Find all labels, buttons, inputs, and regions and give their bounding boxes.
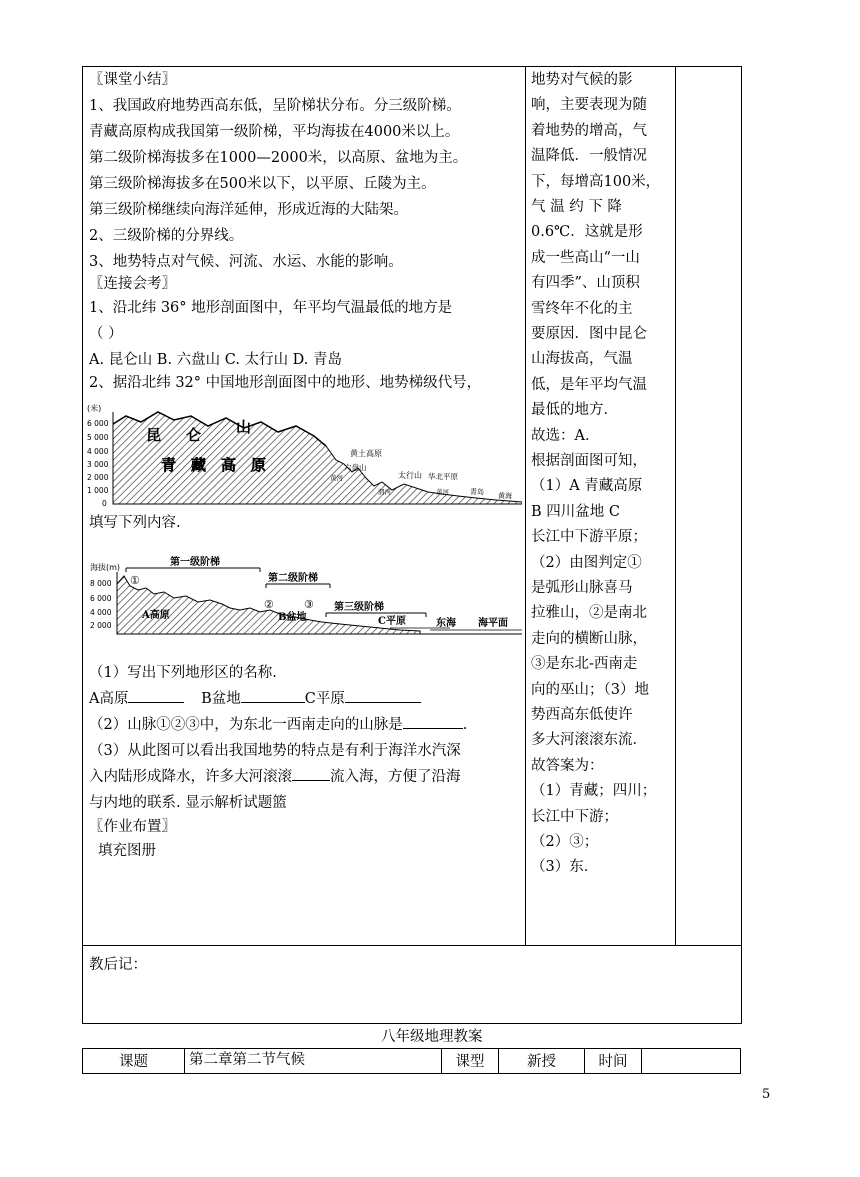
fig2-mark-2: ②: [264, 598, 274, 611]
fig2-tick-6000: 6 000: [90, 594, 112, 603]
summary-line-6: 2、三级阶梯的分界线。: [89, 228, 244, 244]
fig2-y-unit: 海拔(m): [90, 563, 121, 572]
solution-line: （2）由图判定①: [531, 554, 642, 571]
question-1-answer-paren: （ ）: [89, 326, 123, 342]
notes-label: 教后记：: [89, 957, 147, 973]
summary-heading: 〖课堂小结〗: [89, 72, 176, 88]
solution-line: 长江中下游平原；: [531, 529, 647, 546]
fig1-label-qingdao: 青岛: [470, 488, 484, 496]
solution-line: 着地势的增高，气: [531, 122, 647, 139]
fig1-label-loess: 黄土高原: [350, 449, 382, 458]
fig2-label-donghai: 东海: [436, 618, 456, 629]
summary-line-5: 第三级阶梯继续向海洋延伸，形成近海的大陆架。: [89, 202, 408, 218]
solution-line: 要原因．图中昆仑: [531, 326, 647, 342]
solution-line: 向的巫山；（3）地: [531, 681, 649, 698]
page-number: 5: [762, 1087, 771, 1102]
sub-question-3-line-2: [89, 764, 461, 790]
blank-c[interactable]: [345, 688, 421, 703]
solution-line: 故选：A．: [531, 427, 600, 444]
summary-line-3: 第二级阶梯海拔多在1000—2000米，以高原、盆地为主。: [89, 150, 468, 166]
profile-36n-figure: [86, 402, 522, 514]
sub-question-1: （1）写出下列地形区的名称.: [89, 665, 277, 681]
fig1-tick-4000: 4 000: [87, 447, 109, 456]
blank-a[interactable]: [128, 688, 184, 703]
fig2-mark-1: ①: [130, 574, 140, 587]
solution-line: B 四川盆地 C: [531, 503, 620, 520]
solution-line: 走向的横断山脉，: [531, 630, 647, 647]
solution-line: 下，每增高100米，: [531, 173, 661, 190]
question-2-continued: 填写下列内容.: [89, 515, 181, 531]
sub-question-3-line-3: 与内地的联系. 显示解析试题篮: [89, 795, 287, 811]
sub-question-3-text-b: 流入海，方便了沿海: [330, 769, 461, 785]
solution-line: 低，是年平均气温: [531, 376, 647, 393]
fig2-tick-4000: 4 000: [90, 608, 112, 617]
solution-line: 有四季”、山顶积: [531, 275, 640, 292]
exam-heading: 〖连接会考〗: [89, 276, 176, 292]
fig2-tick-8000: 8 000: [90, 579, 112, 588]
fig1-label-taihang: 太行山: [398, 471, 422, 480]
fig1-label-huanghe-1: 黄河: [330, 474, 343, 482]
fig1-tick-6000: 6 000: [87, 419, 109, 428]
sub-question-2-text: （2）山脉①②③中，为东北一西南走向的山脉是: [89, 717, 403, 733]
solution-line: 地势对气候的影: [531, 72, 633, 88]
fig1-tick-0: 0: [102, 499, 107, 508]
sub-question-2: [89, 712, 467, 738]
label-c-plain: C平原: [304, 691, 345, 707]
fig1-tick-1000: 1 000: [87, 486, 109, 495]
fig2-label-b: B盆地: [278, 612, 307, 623]
label-a-plateau: A高原: [89, 691, 129, 707]
summary-line-2: 青藏高原构成我国第一级阶梯，平均海拔在4000米以上。: [89, 124, 460, 140]
solution-line: （2）③；: [531, 834, 599, 850]
fig2-label-a: A高原: [142, 610, 170, 621]
fig2-step-2: 第二级阶梯: [268, 573, 318, 584]
summary-line-7: 3、地势特点对气候、河流、水运、水能的影响。: [89, 254, 403, 270]
cell-topic-value: 第二章第二节气候: [189, 1052, 305, 1068]
question-1: 1、沿北纬 36° 地形剖面图中，年平均气温最低的地方是: [89, 300, 453, 316]
homework-heading: 〖作业布置〗: [89, 819, 176, 835]
question-2: 2、据沿北纬 32° 中国地形剖面图中的地形、地势梯级代号，: [89, 375, 482, 391]
solution-line: 是弧形山脉喜马: [531, 580, 633, 596]
profile-32n-figure: [90, 554, 522, 640]
cell-topic-label: 课题: [119, 1054, 148, 1070]
solution-line: （1）青藏；四川；: [531, 783, 657, 800]
fig2-step-1: 第一级阶梯: [170, 557, 220, 568]
fig1-tick-5000: 5 000: [87, 433, 109, 442]
label-b-basin: B盆地: [201, 691, 241, 707]
fig2-mark-3: ③: [304, 598, 314, 611]
fig1-label-huabei: 华北平原: [428, 472, 458, 481]
solution-line: 成一些高山“一山: [531, 249, 640, 266]
solution-line: 响，主要表现为随: [531, 97, 647, 114]
solution-line: 山海拔高，气温: [531, 351, 633, 368]
question-1-options: A. 昆仑山 B. 六盘山 C. 太行山 D. 青岛: [89, 352, 343, 368]
fig2-step-3: 第三级阶梯: [334, 602, 384, 613]
solution-line: ③是东北-西南走: [531, 656, 638, 673]
solution-line: 长江中下游；: [531, 808, 618, 825]
solution-line: 根据剖面图可知，: [531, 453, 647, 469]
fig1-tick-2000: 2 000: [87, 473, 109, 482]
summary-line-4: 第三级阶梯海拔多在500米以下，以平原、丘陵为主。: [89, 176, 436, 192]
sub-question-2-end: .: [462, 717, 468, 733]
fig1-label-huanghe-2: 黄河: [436, 488, 449, 496]
cell-type-value: 新授: [527, 1054, 556, 1070]
fig1-label-shan: 山: [236, 418, 252, 436]
footer-title: 八年级地理教案: [381, 1029, 483, 1045]
solution-line: 多大河滚滚东流．: [531, 732, 647, 749]
fig1-label-weihe: 渭河: [378, 488, 391, 496]
solution-line: （1）A 青藏高原: [531, 478, 643, 495]
summary-line-1: 1、我国政府地势西高东低，呈阶梯状分布。分三级阶梯。: [89, 98, 461, 114]
cell-type-label: 课型: [455, 1054, 485, 1070]
solution-line: 气 温 约 下 降: [531, 199, 622, 215]
sub-question-1-blanks: [89, 686, 421, 712]
fig2-label-c: C平原: [378, 616, 406, 627]
solution-line: （3）东．: [531, 859, 599, 876]
fig1-label-qing: 青: [161, 456, 177, 474]
solution-line: 拉雅山，②是南北: [531, 605, 647, 622]
blank-direction[interactable]: [292, 766, 330, 781]
solution-line: 故答案为：: [531, 757, 604, 774]
fig1-label-zang: 藏: [191, 456, 207, 474]
fig1-label-yuan: 原: [251, 456, 267, 474]
fig2-tick-2000: 2 000: [90, 621, 112, 630]
homework-text: 填充图册: [98, 843, 156, 859]
sub-question-3-line-1: （3）从此图可以看出我国地势的特点是有利于海洋水汽深: [89, 743, 461, 759]
solution-line: 雪终年不化的主: [531, 300, 633, 317]
fig1-label-lun: 仑: [186, 426, 202, 444]
fig1-label-gao: 高: [221, 456, 237, 474]
fig1-label-huanghai: 黄海: [498, 492, 512, 500]
fig1-label-liupan: 六盘山: [344, 463, 367, 472]
solution-line: 势西高东低使许: [531, 707, 633, 723]
cell-time-label: 时间: [598, 1054, 628, 1070]
fig1-y-unit: (米): [87, 404, 102, 413]
solution-line: 0.6℃．这就是形: [531, 224, 643, 241]
fig1-label-kun: 昆: [146, 426, 162, 444]
blank-b[interactable]: [241, 688, 305, 703]
solution-line: 最低的地方．: [531, 402, 618, 419]
fig1-tick-3000: 3 000: [87, 460, 109, 469]
sub-question-3-text-a: 入内陆形成降水，许多大河滚滚: [89, 769, 292, 785]
fig2-label-sealevel: 海平面: [478, 618, 508, 629]
solution-line: 温降低．一般情况: [531, 148, 647, 165]
blank-mountain[interactable]: [403, 714, 463, 729]
